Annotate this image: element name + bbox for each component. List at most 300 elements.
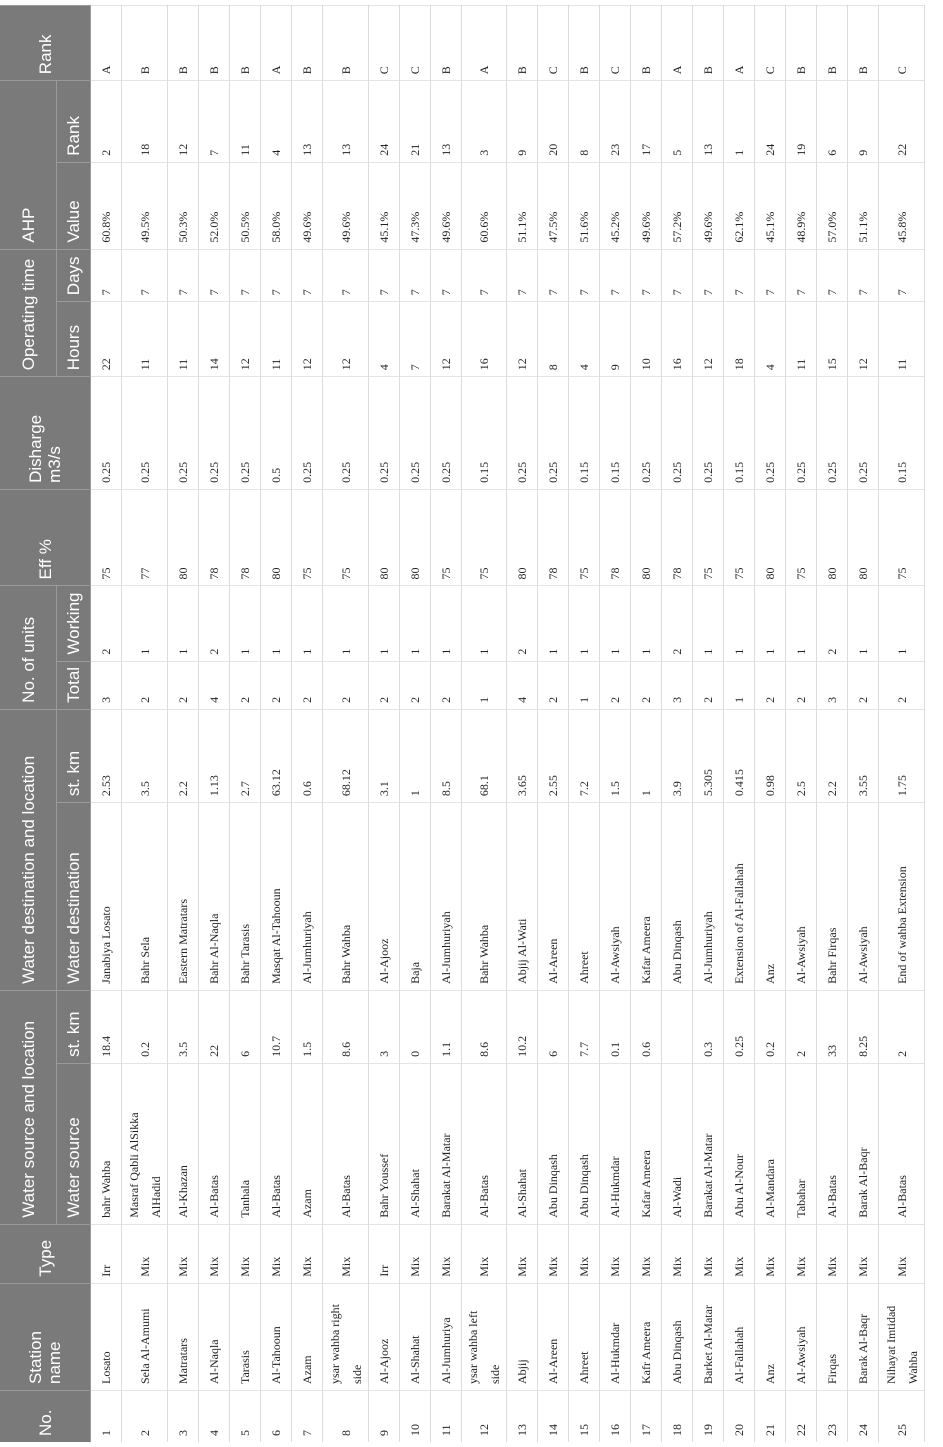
cell-destination-km: 1.75 <box>879 709 925 802</box>
cell-units-working: 1 <box>400 586 431 661</box>
cell-ahp-value: 49.6% <box>323 162 369 249</box>
cell-water-destination: Bahr Firqas <box>817 803 848 991</box>
cell-discharge: 0.25 <box>122 377 168 490</box>
cell-units-working: 1 <box>786 586 817 661</box>
cell-source-km: 2 <box>879 990 925 1063</box>
cell-station-name: Matratars <box>168 1283 199 1390</box>
cell-ahp-rank: 9 <box>507 81 538 163</box>
cell-water-destination: Bahr Al-Naqla <box>199 803 230 991</box>
cell-efficiency: 80 <box>755 489 786 586</box>
cell-days: 7 <box>848 249 879 302</box>
cell-source-km: 3.5 <box>168 990 199 1063</box>
header-source-km: st. km <box>57 990 91 1063</box>
cell-source-km: 18.4 <box>91 990 122 1063</box>
cell-rank: C <box>400 6 431 81</box>
cell-days: 7 <box>261 249 292 302</box>
cell-days: 7 <box>168 249 199 302</box>
cell-destination-km: 0.98 <box>755 709 786 802</box>
table-row <box>631 6 662 1443</box>
cell-source-km: 0.1 <box>600 990 631 1063</box>
cell-units-working: 1 <box>693 586 724 661</box>
cell-days: 7 <box>817 249 848 302</box>
cell-units-working: 1 <box>230 586 261 661</box>
cell-days: 7 <box>91 249 122 302</box>
cell-station-name: ysar wahba left side <box>462 1283 507 1390</box>
cell-rank: C <box>755 6 786 81</box>
header-rank: Rank <box>0 6 91 81</box>
cell-days: 7 <box>724 249 755 302</box>
cell-water-destination: Bahr Tarasis <box>230 803 261 991</box>
cell-units-total: 2 <box>323 661 369 709</box>
cell-efficiency: 80 <box>168 489 199 586</box>
cell-ahp-value: 51.1% <box>507 162 538 249</box>
cell-discharge: 0.25 <box>400 377 431 490</box>
cell-water-destination: Bahr Wahba <box>323 803 369 991</box>
cell-no: 15 <box>569 1391 600 1442</box>
cell-water-source: Al-Batas <box>323 1063 369 1224</box>
cell-hours: 4 <box>569 302 600 377</box>
header-operating-time-group: Operating time <box>0 249 57 377</box>
cell-source-km: 6 <box>230 990 261 1063</box>
cell-days: 7 <box>507 249 538 302</box>
header-ahp-rank: Rank <box>57 81 91 163</box>
cell-discharge: 0.15 <box>462 377 507 490</box>
cell-station-name: Al-Areen <box>538 1283 569 1390</box>
cell-discharge: 0.25 <box>230 377 261 490</box>
cell-units-working: 1 <box>538 586 569 661</box>
cell-days: 7 <box>230 249 261 302</box>
cell-hours: 12 <box>507 302 538 377</box>
cell-station-name: Tarasis <box>230 1283 261 1390</box>
cell-units-working: 1 <box>431 586 462 661</box>
table-row <box>462 6 507 1443</box>
cell-efficiency: 80 <box>400 489 431 586</box>
cell-ahp-rank: 23 <box>600 81 631 163</box>
cell-units-total: 1 <box>569 661 600 709</box>
cell-rank: B <box>199 6 230 81</box>
cell-hours: 12 <box>292 302 323 377</box>
cell-days: 7 <box>431 249 462 302</box>
cell-ahp-rank: 24 <box>369 81 400 163</box>
cell-ahp-value: 50.3% <box>168 162 199 249</box>
header-ahp-group: AHP <box>0 81 57 249</box>
cell-hours: 22 <box>91 302 122 377</box>
cell-no: 12 <box>462 1391 507 1442</box>
cell-units-working: 1 <box>323 586 369 661</box>
cell-efficiency: 78 <box>538 489 569 586</box>
table-row <box>292 6 323 1443</box>
cell-hours: 11 <box>168 302 199 377</box>
cell-units-working: 1 <box>292 586 323 661</box>
cell-rank: C <box>369 6 400 81</box>
cell-no: 18 <box>662 1391 693 1442</box>
cell-rank: A <box>724 6 755 81</box>
cell-discharge: 0.15 <box>724 377 755 490</box>
cell-destination-km: 68.12 <box>323 709 369 802</box>
cell-no: 24 <box>848 1391 879 1442</box>
cell-station-name: Al-Naqla <box>199 1283 230 1390</box>
cell-days: 7 <box>631 249 662 302</box>
cell-type: Mix <box>786 1224 817 1283</box>
cell-rank: B <box>817 6 848 81</box>
cell-source-km: 0.2 <box>755 990 786 1063</box>
cell-ahp-value: 47.5% <box>538 162 569 249</box>
cell-destination-km: 5.305 <box>693 709 724 802</box>
cell-source-km: 3 <box>369 990 400 1063</box>
cell-water-source: Barakat Al-Matar <box>693 1063 724 1224</box>
cell-type: Mix <box>817 1224 848 1283</box>
cell-type: Mix <box>168 1224 199 1283</box>
cell-units-total: 2 <box>693 661 724 709</box>
cell-station-name: Al-Awsiyah <box>786 1283 817 1390</box>
cell-ahp-rank: 8 <box>569 81 600 163</box>
cell-water-source: Abu Dinqash <box>569 1063 600 1224</box>
cell-ahp-rank: 13 <box>292 81 323 163</box>
cell-days: 7 <box>662 249 693 302</box>
cell-efficiency: 75 <box>569 489 600 586</box>
cell-hours: 12 <box>848 302 879 377</box>
cell-source-km: 2 <box>786 990 817 1063</box>
header-water-destination-group: Water destination and location <box>0 709 57 990</box>
cell-ahp-value: 49.5% <box>122 162 168 249</box>
cell-discharge: 0.25 <box>323 377 369 490</box>
table-row <box>261 6 292 1443</box>
cell-water-source: Al-Wadi <box>662 1063 693 1224</box>
cell-hours: 12 <box>230 302 261 377</box>
cell-water-source: Al-Shahat <box>507 1063 538 1224</box>
cell-days: 7 <box>292 249 323 302</box>
cell-station-name: ysar wahba right side <box>323 1283 369 1390</box>
cell-efficiency: 75 <box>462 489 507 586</box>
header-efficiency: Eff % <box>0 489 91 586</box>
cell-destination-km: 1 <box>400 709 431 802</box>
cell-type: Mix <box>693 1224 724 1283</box>
cell-source-km: 10.7 <box>261 990 292 1063</box>
cell-no: 10 <box>400 1391 431 1442</box>
cell-water-source: Al-Batas <box>817 1063 848 1224</box>
cell-hours: 16 <box>462 302 507 377</box>
cell-days: 7 <box>879 249 925 302</box>
cell-type: Mix <box>631 1224 662 1283</box>
cell-units-working: 1 <box>569 586 600 661</box>
cell-no: 22 <box>786 1391 817 1442</box>
cell-days: 7 <box>600 249 631 302</box>
header-units-group: No. of units <box>0 586 57 709</box>
cell-water-source: Abu Al-Nour <box>724 1063 755 1224</box>
cell-discharge: 0.25 <box>848 377 879 490</box>
table-row <box>431 6 462 1443</box>
cell-water-source: Barakat Al-Matar <box>431 1063 462 1224</box>
cell-water-destination: Al-Jumhuriyah <box>693 803 724 991</box>
cell-ahp-rank: 11 <box>230 81 261 163</box>
cell-units-total: 2 <box>400 661 431 709</box>
cell-station-name: Abu Dinqash <box>662 1283 693 1390</box>
cell-efficiency: 75 <box>693 489 724 586</box>
cell-source-km: 0.3 <box>693 990 724 1063</box>
cell-destination-km: 3.9 <box>662 709 693 802</box>
cell-no: 21 <box>755 1391 786 1442</box>
cell-ahp-rank: 1 <box>724 81 755 163</box>
table-row <box>323 6 369 1443</box>
cell-water-destination: Al-Areen <box>538 803 569 991</box>
cell-destination-km: 2.2 <box>817 709 848 802</box>
cell-units-working: 1 <box>261 586 292 661</box>
table-row <box>538 6 569 1443</box>
cell-ahp-value: 45.1% <box>755 162 786 249</box>
cell-water-source: Tabahar <box>786 1063 817 1224</box>
cell-rank: B <box>122 6 168 81</box>
cell-type: Mix <box>507 1224 538 1283</box>
cell-station-name: Al-Shahat <box>400 1283 431 1390</box>
header-water-source-group: Water source and location <box>0 990 57 1224</box>
cell-source-km <box>662 990 693 1063</box>
cell-units-working: 1 <box>879 586 925 661</box>
cell-type: Mix <box>462 1224 507 1283</box>
cell-water-source: Azam <box>292 1063 323 1224</box>
cell-days: 7 <box>462 249 507 302</box>
cell-water-source: Al-Batas <box>879 1063 925 1224</box>
cell-units-total: 4 <box>199 661 230 709</box>
cell-rank: B <box>230 6 261 81</box>
cell-water-destination: Kafar Ameera <box>631 803 662 991</box>
cell-days: 7 <box>693 249 724 302</box>
cell-no: 4 <box>199 1391 230 1442</box>
cell-hours: 16 <box>662 302 693 377</box>
cell-units-total: 3 <box>662 661 693 709</box>
table-row <box>91 6 122 1443</box>
cell-ahp-rank: 13 <box>431 81 462 163</box>
cell-rank: B <box>168 6 199 81</box>
cell-water-destination: Bahr Wahba <box>462 803 507 991</box>
cell-units-working: 1 <box>600 586 631 661</box>
cell-rank: C <box>538 6 569 81</box>
cell-units-total: 2 <box>261 661 292 709</box>
table-row <box>369 6 400 1443</box>
cell-no: 11 <box>431 1391 462 1442</box>
cell-efficiency: 75 <box>323 489 369 586</box>
cell-hours: 18 <box>724 302 755 377</box>
cell-discharge: 0.25 <box>755 377 786 490</box>
cell-discharge: 0.25 <box>199 377 230 490</box>
cell-hours: 15 <box>817 302 848 377</box>
cell-water-source: Tanhala <box>230 1063 261 1224</box>
cell-efficiency: 77 <box>122 489 168 586</box>
cell-efficiency: 80 <box>261 489 292 586</box>
cell-ahp-rank: 12 <box>168 81 199 163</box>
header-station-name: Station name <box>0 1283 91 1390</box>
cell-station-name: Al-Hukmdar <box>600 1283 631 1390</box>
cell-station-name: Losato <box>91 1283 122 1390</box>
cell-destination-km: 3.65 <box>507 709 538 802</box>
cell-water-source: Al-Hukmdar <box>600 1063 631 1224</box>
cell-efficiency: 78 <box>199 489 230 586</box>
cell-units-working: 1 <box>724 586 755 661</box>
table-row <box>507 6 538 1443</box>
table-row <box>168 6 199 1443</box>
cell-source-km: 8.6 <box>323 990 369 1063</box>
table-row <box>879 6 925 1443</box>
cell-hours: 12 <box>431 302 462 377</box>
cell-units-total: 2 <box>369 661 400 709</box>
cell-destination-km: 0.6 <box>292 709 323 802</box>
cell-source-km: 1.1 <box>431 990 462 1063</box>
cell-rank: B <box>323 6 369 81</box>
cell-destination-km: 7.2 <box>569 709 600 802</box>
cell-efficiency: 80 <box>369 489 400 586</box>
cell-ahp-rank: 20 <box>538 81 569 163</box>
cell-destination-km: 2.2 <box>168 709 199 802</box>
cell-water-source: Al-Mandara <box>755 1063 786 1224</box>
table-row <box>662 6 693 1443</box>
header-no: No. <box>0 1391 91 1442</box>
table-row <box>755 6 786 1443</box>
cell-water-destination: Al-Awsiyah <box>786 803 817 991</box>
table-row <box>199 6 230 1443</box>
cell-hours: 10 <box>631 302 662 377</box>
cell-rank: A <box>91 6 122 81</box>
cell-station-name: Al-Fallahah <box>724 1283 755 1390</box>
cell-water-destination: Al-Jumhuriyah <box>292 803 323 991</box>
cell-source-km: 1.5 <box>292 990 323 1063</box>
cell-destination-km: 1.5 <box>600 709 631 802</box>
cell-ahp-rank: 4 <box>261 81 292 163</box>
cell-no: 1 <box>91 1391 122 1442</box>
cell-no: 8 <box>323 1391 369 1442</box>
cell-days: 7 <box>538 249 569 302</box>
cell-station-name: Kafr Ameera <box>631 1283 662 1390</box>
cell-water-source: Al-Khazan <box>168 1063 199 1224</box>
cell-hours: 9 <box>600 302 631 377</box>
cell-rank: B <box>507 6 538 81</box>
cell-water-source: Al-Shahat <box>400 1063 431 1224</box>
cell-units-working: 2 <box>199 586 230 661</box>
cell-destination-km: 3.1 <box>369 709 400 802</box>
cell-rank: A <box>462 6 507 81</box>
cell-destination-km: 1.13 <box>199 709 230 802</box>
cell-station-name: Abjij <box>507 1283 538 1390</box>
cell-days: 7 <box>122 249 168 302</box>
cell-units-total: 2 <box>431 661 462 709</box>
cell-no: 25 <box>879 1391 925 1442</box>
cell-source-km: 22 <box>199 990 230 1063</box>
cell-ahp-value: 51.6% <box>569 162 600 249</box>
cell-discharge: 0.25 <box>168 377 199 490</box>
cell-units-working: 1 <box>122 586 168 661</box>
cell-station-name: Firqas <box>817 1283 848 1390</box>
cell-source-km: 0.6 <box>631 990 662 1063</box>
cell-rank: B <box>848 6 879 81</box>
header-units-working: Working <box>57 586 91 661</box>
cell-efficiency: 80 <box>507 489 538 586</box>
cell-units-working: 2 <box>662 586 693 661</box>
cell-ahp-value: 47.3% <box>400 162 431 249</box>
cell-type: Mix <box>724 1224 755 1283</box>
cell-station-name: Al-Tahooun <box>261 1283 292 1390</box>
cell-ahp-rank: 18 <box>122 81 168 163</box>
cell-water-destination: Al-Awsiyah <box>600 803 631 991</box>
cell-destination-km: 3.5 <box>122 709 168 802</box>
cell-water-source: Abu Dinqash <box>538 1063 569 1224</box>
cell-discharge: 0.5 <box>261 377 292 490</box>
cell-water-destination: End of wahba Extension <box>879 803 925 991</box>
cell-hours: 8 <box>538 302 569 377</box>
cell-efficiency: 78 <box>230 489 261 586</box>
cell-rank: B <box>693 6 724 81</box>
cell-no: 23 <box>817 1391 848 1442</box>
cell-ahp-value: 49.6% <box>431 162 462 249</box>
cell-water-destination: Extension of Al-Fallahah <box>724 803 755 991</box>
cell-no: 7 <box>292 1391 323 1442</box>
cell-source-km: 6 <box>538 990 569 1063</box>
cell-days: 7 <box>755 249 786 302</box>
cell-water-destination: Ahreet <box>569 803 600 991</box>
cell-ahp-rank: 21 <box>400 81 431 163</box>
cell-station-name: Anz <box>755 1283 786 1390</box>
cell-discharge: 0.25 <box>693 377 724 490</box>
header-water-destination: Water destination <box>57 803 91 991</box>
header-ahp-value: Value <box>57 162 91 249</box>
cell-ahp-value: 50.5% <box>230 162 261 249</box>
cell-water-source: Al-Batas <box>261 1063 292 1224</box>
table-row <box>400 6 431 1443</box>
cell-type: Mix <box>879 1224 925 1283</box>
cell-units-total: 4 <box>507 661 538 709</box>
cell-ahp-value: 49.6% <box>693 162 724 249</box>
cell-source-km: 0 <box>400 990 431 1063</box>
header-discharge: Disharge m3/s <box>0 377 91 490</box>
cell-discharge: 0.25 <box>369 377 400 490</box>
cell-destination-km: 3.55 <box>848 709 879 802</box>
cell-rank: B <box>569 6 600 81</box>
cell-efficiency: 75 <box>292 489 323 586</box>
cell-hours: 12 <box>693 302 724 377</box>
cell-destination-km: 63.12 <box>261 709 292 802</box>
cell-efficiency: 75 <box>91 489 122 586</box>
cell-ahp-rank: 24 <box>755 81 786 163</box>
cell-days: 7 <box>569 249 600 302</box>
cell-efficiency: 75 <box>786 489 817 586</box>
table-row <box>786 6 817 1443</box>
cell-water-destination: Baja <box>400 803 431 991</box>
cell-units-working: 1 <box>369 586 400 661</box>
cell-hours: 11 <box>786 302 817 377</box>
cell-water-destination: Al-Jumhuriyah <box>431 803 462 991</box>
cell-efficiency: 80 <box>631 489 662 586</box>
cell-units-total: 1 <box>724 661 755 709</box>
cell-days: 7 <box>400 249 431 302</box>
cell-source-km: 8.25 <box>848 990 879 1063</box>
cell-water-destination: Al-Ajooz <box>369 803 400 991</box>
cell-days: 7 <box>369 249 400 302</box>
cell-ahp-value: 60.8% <box>91 162 122 249</box>
cell-discharge: 0.15 <box>879 377 925 490</box>
cell-hours: 4 <box>755 302 786 377</box>
cell-rank: B <box>292 6 323 81</box>
cell-type: Irr <box>91 1224 122 1283</box>
cell-ahp-rank: 13 <box>323 81 369 163</box>
cell-water-destination: Janabiya Losato <box>91 803 122 991</box>
cell-no: 19 <box>693 1391 724 1442</box>
cell-destination-km: 2.55 <box>538 709 569 802</box>
cell-destination-km: 1 <box>631 709 662 802</box>
cell-no: 2 <box>122 1391 168 1442</box>
cell-discharge: 0.25 <box>292 377 323 490</box>
cell-units-total: 2 <box>122 661 168 709</box>
cell-discharge: 0.25 <box>507 377 538 490</box>
cell-no: 16 <box>600 1391 631 1442</box>
cell-no: 9 <box>369 1391 400 1442</box>
cell-type: Mix <box>600 1224 631 1283</box>
